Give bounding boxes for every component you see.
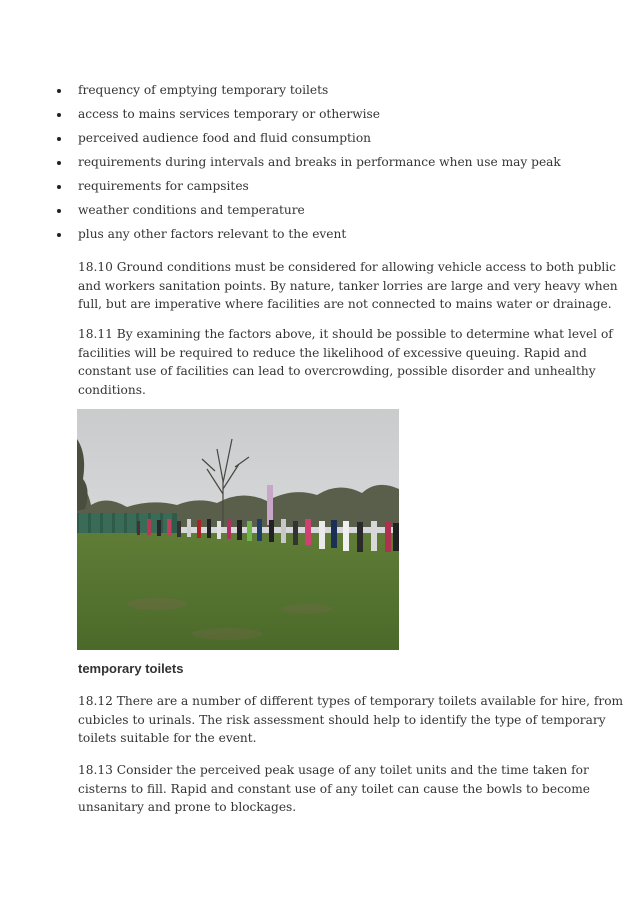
bullet-text: access to mains services temporary or otherwise xyxy=(78,107,381,121)
bullet-item xyxy=(57,129,577,153)
photo-caption: temporary toilets xyxy=(78,661,184,676)
bullet-dot-icon xyxy=(57,233,61,237)
bullet-text: frequency of emptying temporary toilets xyxy=(78,83,329,97)
factors-bullet-list xyxy=(57,81,577,249)
bullet-dot-icon xyxy=(57,113,61,117)
paragraph-line: constant use of facilities can lead to overcrowding, possible disorder and unhealthy xyxy=(78,364,596,378)
paragraph-line: 18.13 Consider the perceived peak usage of any toilet units and the time taken for xyxy=(78,763,589,777)
paragraph-line: full, but are imperative where facilities are not connected to mains water or drainage. xyxy=(78,297,612,311)
bullet-text: weather conditions and temperature xyxy=(78,203,305,217)
bullet-text: perceived audience food and fluid consumption xyxy=(78,131,371,145)
paragraph-18-10 xyxy=(78,258,618,314)
paragraph-line: and workers sanitation points. By nature, tanker lorries are large and very heavy when xyxy=(78,278,618,293)
paragraph-line: cisterns to fill. Rapid and constant use of any toilet can cause the bowls to become xyxy=(78,781,591,796)
bullet-item xyxy=(57,201,577,225)
paragraph-18-13 xyxy=(78,761,591,817)
bullet-item xyxy=(57,81,577,105)
paragraph-line: 18.11 By examining the factors above, it should be possible to determine what level of xyxy=(78,327,613,341)
paragraph-line: 18.10 Ground conditions must be considered for allowing vehicle access to both public xyxy=(78,260,616,274)
bullet-item xyxy=(57,225,577,249)
paragraph-18-11 xyxy=(78,325,613,399)
bullet-dot-icon xyxy=(57,161,61,165)
paragraph-line: cubicles to urinals. The risk assessment should help to identify the type of temporary xyxy=(78,712,606,727)
bullet-dot-icon xyxy=(57,89,61,93)
paragraph-18-12 xyxy=(78,692,624,748)
paragraph-line: conditions. xyxy=(78,382,146,397)
paragraph-line: unsanitary and prone to blockages. xyxy=(78,800,297,814)
bullet-text: requirements for campsites xyxy=(78,179,249,193)
bullet-dot-icon xyxy=(57,185,61,189)
queue-at-toilets-photo xyxy=(77,409,399,650)
bullet-item xyxy=(57,153,577,177)
paragraph-line: toilets suitable for the event. xyxy=(78,731,257,745)
paragraph-line: 18.12 There are a number of different types of temporary toilets available for hire, from xyxy=(78,694,624,708)
paragraph-line: facilities will be required to reduce the likelihood of excessive queuing. Rapid and xyxy=(78,345,587,360)
bullet-item xyxy=(57,105,577,129)
bullet-text: requirements during intervals and breaks in performance when use may peak xyxy=(78,155,561,169)
bullet-item xyxy=(57,177,577,201)
bullet-dot-icon xyxy=(57,137,61,141)
bullet-dot-icon xyxy=(57,209,61,213)
bullet-text: plus any other factors relevant to the event xyxy=(78,227,347,241)
